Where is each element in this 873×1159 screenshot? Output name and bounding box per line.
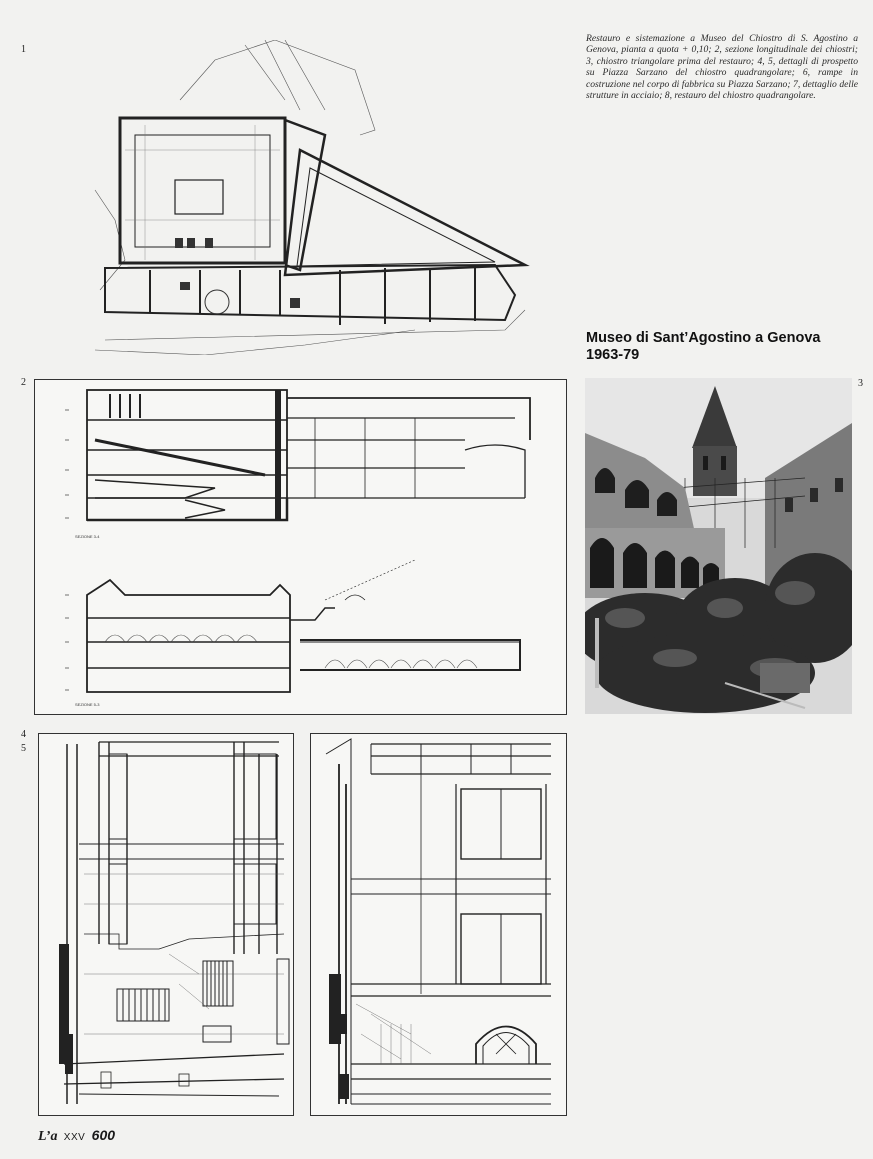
lower-section-label: SEZIONE 5-3	[75, 702, 100, 707]
figure-number-2: 2	[21, 377, 26, 388]
floor-plan-drawing	[85, 40, 535, 355]
elevation-detail-drawing-4	[38, 733, 294, 1116]
volume-number: XXV	[63, 1132, 86, 1143]
page-number: 600	[91, 1127, 116, 1143]
article-title-name: Museo di Sant’Agostino a Genova	[586, 330, 821, 346]
elevation-detail-drawing-5	[310, 733, 567, 1116]
article-title	[586, 330, 866, 364]
magazine-logo: L’a	[38, 1129, 58, 1144]
cloister-photo-svg	[585, 378, 852, 714]
section-drawing	[34, 379, 567, 715]
floor-plan-svg	[85, 40, 535, 355]
article-title-years: 1963-79	[586, 347, 640, 363]
figure-number-4: 4	[21, 729, 26, 740]
figure-caption: Restauro e sistemazione a Museo del Chiostro di S. Agostino a Genova, pianta a quota + 0,10; 2, sezione longitudinale dei chiostri; 3, chiostro triangolare prima del restauro; 4, 5, dettagli di prospetto su Piazza Sarzano del chiostro quadrangolare; 6, rampe in costruzione nel corpo di fabbrica su Piazza Sarzano; 7, dettaglio delle strutture in acciaio; 8, restauro del chiostro quadrangolare.	[586, 33, 858, 102]
figure-number-5: 5	[21, 743, 26, 754]
figure-number-1: 1	[21, 44, 26, 55]
elevation-detail-svg-5	[311, 734, 566, 1115]
cloister-photo	[585, 378, 852, 714]
figure-number-3: 3	[858, 378, 863, 389]
page-footer	[38, 1127, 115, 1145]
elevation-detail-svg-4	[39, 734, 293, 1115]
section-svg	[35, 380, 566, 714]
upper-section-label: SEZIONE 3-4	[75, 534, 100, 539]
